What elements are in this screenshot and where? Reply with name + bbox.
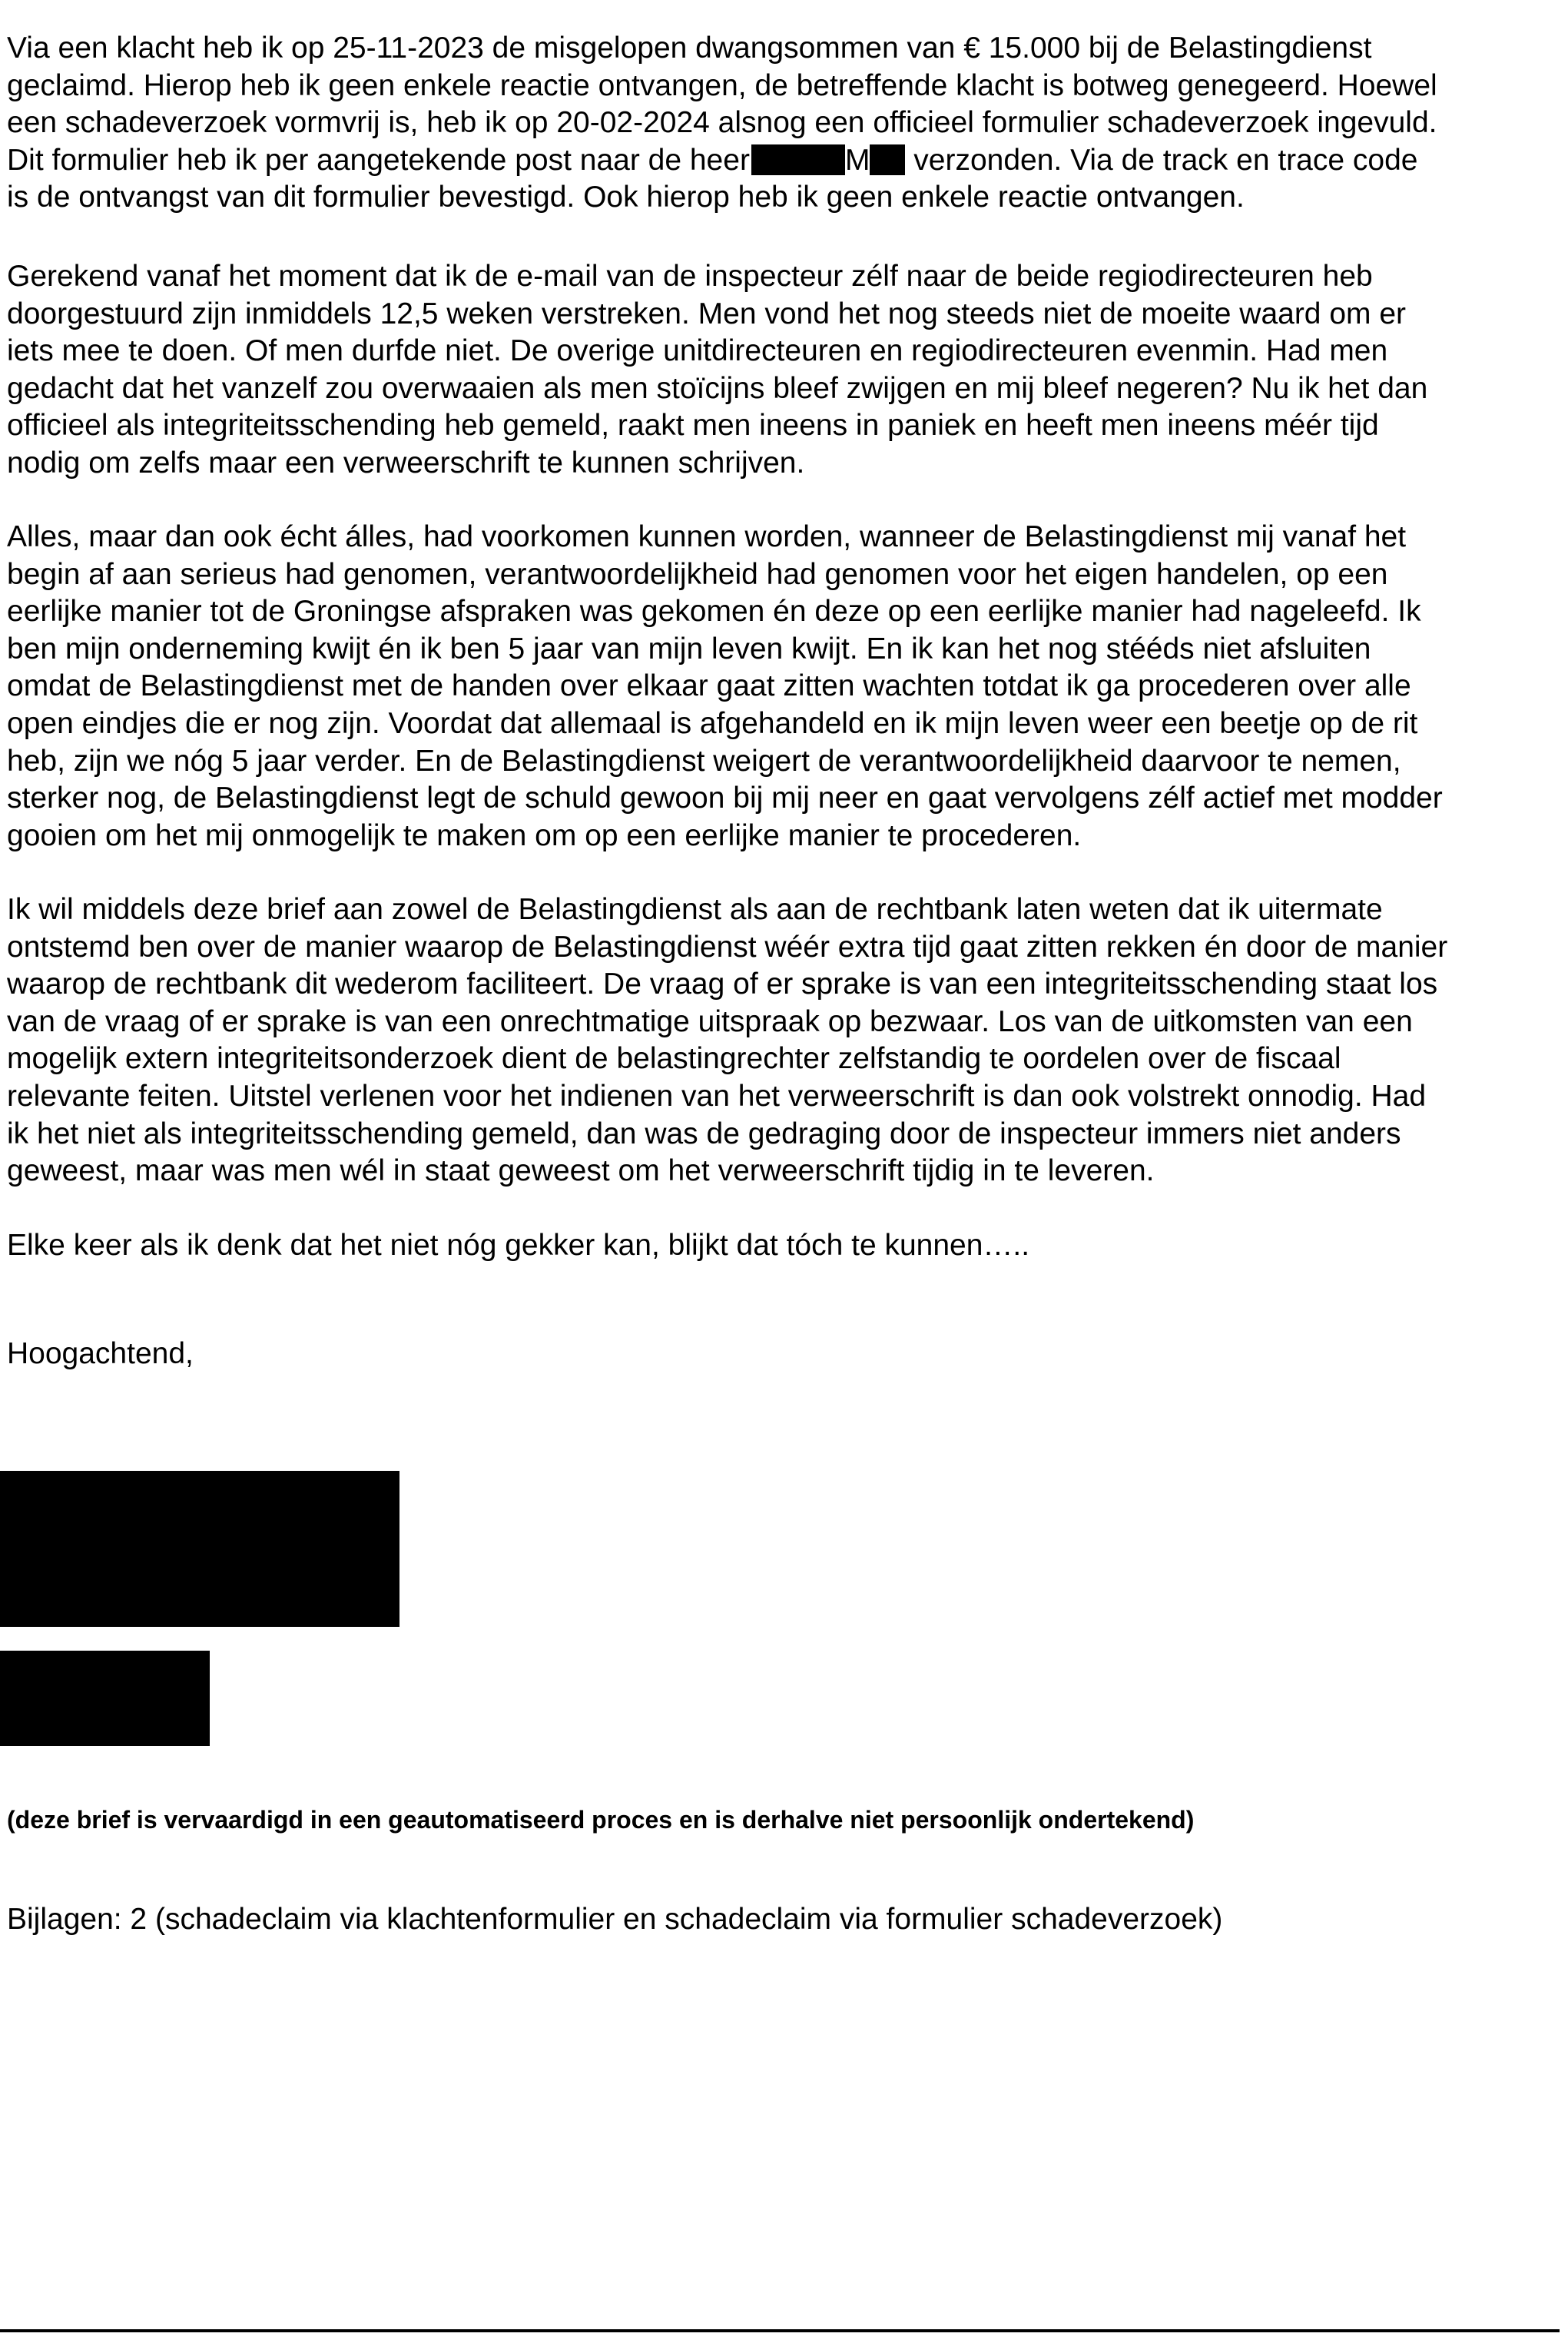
- redacted-name-bar: [751, 144, 845, 175]
- redacted-surname-bar: [870, 144, 905, 175]
- paragraph-complaint-text-end: verzonden. Via de track en trace code is de ontvangst van dit formulier bevestigd. Ook hierop heb ik geen enkele reactie ontvangen.: [7, 143, 1418, 214]
- redacted-signature-name: [0, 1471, 399, 1627]
- attachments-line: Bijlagen: 2 (schadeclaim via klachtenformulier en schadeclaim via formulier schadeverzoek): [7, 1903, 1223, 1936]
- redacted-name-initial: M: [844, 143, 870, 177]
- paragraph-responsibility: Alles, maar dan ook écht álles, had voorkomen kunnen worden, wanneer de Belastingdienst mij vanaf het begin af aan serieus had genomen, verantwoordelijkheid had genomen voor het eigen handelen, op een eerlijke manier tot de Groningse afspraken was gekomen én deze op een eerlijke manier had nageleefd. Ik ben mijn onderneming kwijt én ik ben 5 jaar van mijn leven kwijt. En ik kan het nog stééds niet afsluiten omdat de Belastingdienst met de handen over elkaar gaat zitten wachten totdat ik ga procederen over alle open eindjes die er nog zijn. Voordat dat allemaal is afgehandeld en ik mijn leven weer een beetje op de rit heb, zijn we nóg 5 jaar verder. En de Belastingdienst weigert de verantwoordelijkheid daarvoor te nemen, sterker nog, de Belastingdienst legt de schuld gewoon bij mij neer en gaat vervolgens zélf actief met modder gooien om het mij onmogelijk te maken om op een eerlijke manier te procederen.: [7, 520, 1443, 852]
- paragraph-complaint-text-start: Via een klacht heb ik op 25-11-2023 de misgelopen dwangsommen van € 15.000 bij de Belastingdienst geclaimd. Hierop heb ik geen enkele reactie ontvangen, de betreffende klacht is botweg genegeerd. Hoewel een schadeverzoek vormvrij is, heb ik op 20-02-2024 alsnog een officieel formulier schadeverzoek ingevuld. Dit formulier heb ik per aangetekende post naar de heer: [7, 32, 1437, 177]
- closing-salutation: Hoogachtend,: [7, 1337, 194, 1370]
- redacted-signature-detail: [0, 1651, 210, 1746]
- paragraph-remark: Elke keer als ik denk dat het niet nóg gekker kan, blijkt dat tóch te kunnen…..: [7, 1229, 1030, 1262]
- footer-divider: [0, 2329, 1560, 2332]
- paragraph-court-notice: Ik wil middels deze brief aan zowel de Belastingdienst als aan de rechtbank laten weten dat ik uitermate ontstemd ben over de manier waarop de Belastingdienst wéér extra tijd gaat zitten rekken én door de manier waarop de rechtbank dit wederom faciliteert. De vraag of er sprake is van een integriteitsschending staat los van de vraag of er sprake is van een onrechtmatige uitspraak op bezwaar. Los van de uitkomsten van een mogelijk extern integriteitsonderzoek dient de belastingrechter zelfstandig te oordelen over de fiscaal relevante feiten. Uitstel verlenen voor het indienen van het verweerschrift is dan ook volstrekt onnodig. Had ik het niet als integriteitsschending gemeld, dan was de gedraging door de inspecteur immers niet anders geweest, maar was men wél in staat geweest om het verweerschrift tijdig in te leveren.: [7, 893, 1448, 1188]
- automated-process-note: (deze brief is vervaardigd in een geautomatiseerd proces en is derhalve niet persoonlijk ondertekend): [7, 1806, 1195, 1834]
- paragraph-complaint: [7, 30, 1559, 217]
- paragraph-timeline: Gerekend vanaf het moment dat ik de e-mail van de inspecteur zélf naar de beide regiodirecteuren heb doorgestuurd zijn inmiddels 12,5 weken verstreken. Men vond het nog steeds niet de moeite waard om er iets mee te doen. Of men durfde niet. De overige unitdirecteuren en regiodirecteuren evenmin. Had men gedacht dat het vanzelf zou overwaaien als men stoïcijns bleef zwijgen en mij bleef negeren? Nu ik het dan officieel als integriteitsschending heb gemeld, raakt men ineens in paniek en heeft men ineens méér tijd nodig om zelfs maar een verweerschrift te kunnen schrijven.: [7, 260, 1428, 480]
